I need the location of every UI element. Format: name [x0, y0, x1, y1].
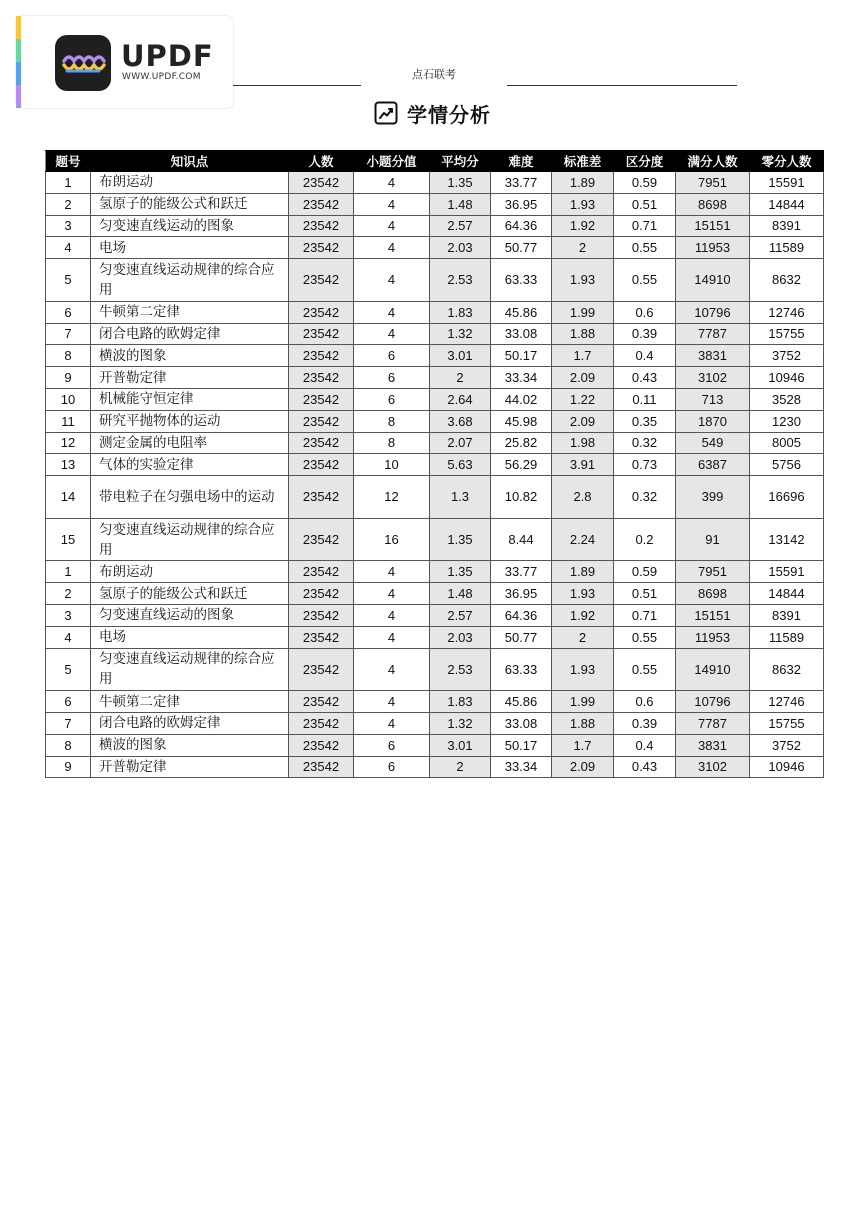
- table-cell: 0.59: [614, 561, 676, 583]
- table-cell: 15: [46, 518, 91, 561]
- table-cell: 0.2: [614, 518, 676, 561]
- col-header-average: 平均分: [430, 151, 491, 172]
- table-cell: 7951: [676, 561, 750, 583]
- cell-knowledge-point: 电场: [91, 237, 289, 259]
- table-cell: 1.92: [552, 604, 614, 626]
- table-cell: 10.82: [491, 476, 552, 519]
- chart-icon: [374, 101, 398, 125]
- table-cell: 11953: [676, 237, 750, 259]
- table-cell: 9: [46, 756, 91, 778]
- col-header-score-value: 小题分值: [354, 151, 430, 172]
- table-cell: 1.89: [552, 172, 614, 194]
- table-cell: 0.71: [614, 604, 676, 626]
- table-cell: 6: [354, 734, 430, 756]
- table-cell: 1870: [676, 410, 750, 432]
- table-cell: 8: [46, 345, 91, 367]
- stripe-green: [16, 39, 21, 62]
- cell-knowledge-point: 匀变速直线运动的图象: [91, 215, 289, 237]
- table-cell: 33.08: [491, 712, 552, 734]
- table-cell: 6: [354, 345, 430, 367]
- table-row: [46, 712, 824, 734]
- table-cell: 0.43: [614, 367, 676, 389]
- table-cell: 2.57: [430, 604, 491, 626]
- table-cell: 6: [354, 756, 430, 778]
- table-cell: 15591: [750, 172, 824, 194]
- col-header-discrimination: 区分度: [614, 151, 676, 172]
- table-cell: 8005: [750, 432, 824, 454]
- table-row: [46, 323, 824, 345]
- table-cell: 12746: [750, 301, 824, 323]
- stripe-blue: [16, 62, 21, 85]
- table-cell: 1.88: [552, 712, 614, 734]
- table-cell: 3102: [676, 367, 750, 389]
- col-header-knowledge-point: 知识点: [91, 151, 289, 172]
- table-cell: 23542: [289, 367, 354, 389]
- table-cell: 2.07: [430, 432, 491, 454]
- table-cell: 5.63: [430, 454, 491, 476]
- table-cell: 6387: [676, 454, 750, 476]
- table-cell: 1.35: [430, 172, 491, 194]
- table-cell: 2.53: [430, 648, 491, 691]
- table-row: [46, 237, 824, 259]
- table-cell: 1230: [750, 410, 824, 432]
- table-cell: 4: [354, 583, 430, 605]
- table-cell: 5: [46, 648, 91, 691]
- table-row: [46, 193, 824, 215]
- table-cell: 0.4: [614, 345, 676, 367]
- table-cell: 50.17: [491, 345, 552, 367]
- table-cell: 23542: [289, 172, 354, 194]
- table-cell: 63.33: [491, 648, 552, 691]
- table-cell: 8698: [676, 583, 750, 605]
- col-header-zero-score-count: 零分人数: [750, 151, 824, 172]
- table-cell: 2: [552, 237, 614, 259]
- table-cell: 6: [354, 388, 430, 410]
- table-cell: 10: [46, 388, 91, 410]
- table-cell: 0.55: [614, 648, 676, 691]
- cell-knowledge-point: 匀变速直线运动规律的综合应用: [91, 648, 289, 691]
- table-cell: 8632: [750, 259, 824, 302]
- table-cell: 10946: [750, 756, 824, 778]
- table-cell: 10796: [676, 301, 750, 323]
- cell-knowledge-point: 带电粒子在匀强电场中的运动: [91, 476, 289, 519]
- col-header-difficulty: 难度: [491, 151, 552, 172]
- table-cell: 23542: [289, 691, 354, 713]
- table-cell: 23542: [289, 518, 354, 561]
- table-cell: 15151: [676, 215, 750, 237]
- table-cell: 8: [354, 432, 430, 454]
- table-cell: 4: [354, 626, 430, 648]
- table-row: [46, 454, 824, 476]
- table-cell: 0.73: [614, 454, 676, 476]
- table-cell: 10: [354, 454, 430, 476]
- table-cell: 14: [46, 476, 91, 519]
- table-cell: 1.83: [430, 301, 491, 323]
- table-row: [46, 301, 824, 323]
- table-cell: 14910: [676, 259, 750, 302]
- table-cell: 1.93: [552, 583, 614, 605]
- table-cell: 0.32: [614, 432, 676, 454]
- table-cell: 4: [354, 215, 430, 237]
- table-cell: 4: [46, 237, 91, 259]
- table-cell: 8391: [750, 215, 824, 237]
- table-cell: 23542: [289, 345, 354, 367]
- table-cell: 64.36: [491, 604, 552, 626]
- table-cell: 2: [430, 756, 491, 778]
- table-cell: 4: [354, 259, 430, 302]
- table-cell: 2.03: [430, 626, 491, 648]
- brand-stripes: [16, 16, 21, 108]
- table-cell: 7951: [676, 172, 750, 194]
- cell-knowledge-point: 布朗运动: [91, 561, 289, 583]
- table-cell: 6: [46, 301, 91, 323]
- table-cell: 23542: [289, 626, 354, 648]
- header-org: 点石联考: [412, 68, 456, 81]
- col-header-count: 人数: [289, 151, 354, 172]
- table-row: [46, 172, 824, 194]
- table-cell: 3.68: [430, 410, 491, 432]
- table-row: [46, 604, 824, 626]
- table-cell: 2.09: [552, 756, 614, 778]
- table-cell: 8: [354, 410, 430, 432]
- table-cell: 4: [354, 301, 430, 323]
- table-cell: 1.99: [552, 691, 614, 713]
- table-cell: 2: [46, 583, 91, 605]
- table-cell: 1.92: [552, 215, 614, 237]
- table-cell: 25.82: [491, 432, 552, 454]
- cell-knowledge-point: 牛顿第二定律: [91, 691, 289, 713]
- table-row: [46, 756, 824, 778]
- updf-logo-icon: [55, 35, 111, 91]
- table-cell: 1.99: [552, 301, 614, 323]
- table-cell: 15151: [676, 604, 750, 626]
- table-cell: 3.91: [552, 454, 614, 476]
- table-cell: 3: [46, 604, 91, 626]
- table-cell: 3.01: [430, 345, 491, 367]
- cell-knowledge-point: 横波的图象: [91, 345, 289, 367]
- table-cell: 23542: [289, 301, 354, 323]
- table-row: [46, 561, 824, 583]
- table-cell: 3102: [676, 756, 750, 778]
- table-cell: 1.93: [552, 648, 614, 691]
- table-cell: 23542: [289, 454, 354, 476]
- table-cell: 14844: [750, 583, 824, 605]
- cell-knowledge-point: 氢原子的能级公式和跃迁: [91, 193, 289, 215]
- table-cell: 4: [354, 193, 430, 215]
- table-cell: 7787: [676, 323, 750, 345]
- table-cell: 4: [46, 626, 91, 648]
- table-cell: 8.44: [491, 518, 552, 561]
- table-cell: 12746: [750, 691, 824, 713]
- table-cell: 8698: [676, 193, 750, 215]
- table-cell: 23542: [289, 215, 354, 237]
- cell-knowledge-point: 氢原子的能级公式和跃迁: [91, 583, 289, 605]
- table-cell: 3528: [750, 388, 824, 410]
- table-cell: 23542: [289, 410, 354, 432]
- table-cell: 0.39: [614, 323, 676, 345]
- cell-knowledge-point: 电场: [91, 626, 289, 648]
- table-cell: 23542: [289, 323, 354, 345]
- table-cell: 2.09: [552, 367, 614, 389]
- table-cell: 23542: [289, 193, 354, 215]
- col-header-full-score-count: 满分人数: [676, 151, 750, 172]
- table-cell: 0.51: [614, 583, 676, 605]
- table-cell: 1: [46, 561, 91, 583]
- table-cell: 33.08: [491, 323, 552, 345]
- table-cell: 8391: [750, 604, 824, 626]
- table-cell: 23542: [289, 712, 354, 734]
- table-row: [46, 734, 824, 756]
- table-cell: 16696: [750, 476, 824, 519]
- table-cell: 33.34: [491, 756, 552, 778]
- table-cell: 2.09: [552, 410, 614, 432]
- col-header-std-dev: 标准差: [552, 151, 614, 172]
- table-cell: 1.32: [430, 323, 491, 345]
- table-cell: 0.59: [614, 172, 676, 194]
- table-cell: 7: [46, 323, 91, 345]
- cell-knowledge-point: 匀变速直线运动的图象: [91, 604, 289, 626]
- table-row: [46, 691, 824, 713]
- table-cell: 1.35: [430, 518, 491, 561]
- table-row: [46, 410, 824, 432]
- table-cell: 4: [354, 323, 430, 345]
- table-cell: 1.35: [430, 561, 491, 583]
- table-cell: 1.32: [430, 712, 491, 734]
- table-cell: 11953: [676, 626, 750, 648]
- table-cell: 33.34: [491, 367, 552, 389]
- table-row: [46, 388, 824, 410]
- table-cell: 36.95: [491, 193, 552, 215]
- table-row: [46, 367, 824, 389]
- table-cell: 549: [676, 432, 750, 454]
- table-cell: 0.55: [614, 237, 676, 259]
- table-row: [46, 345, 824, 367]
- table-row: [46, 518, 824, 561]
- table-cell: 0.51: [614, 193, 676, 215]
- table-cell: 45.98: [491, 410, 552, 432]
- table-cell: 23542: [289, 756, 354, 778]
- table-cell: 0.43: [614, 756, 676, 778]
- cell-knowledge-point: 气体的实验定律: [91, 454, 289, 476]
- table-cell: 23542: [289, 734, 354, 756]
- table-cell: 4: [354, 712, 430, 734]
- table-cell: 2.64: [430, 388, 491, 410]
- table-cell: 36.95: [491, 583, 552, 605]
- table-cell: 11589: [750, 237, 824, 259]
- table-header-row: [46, 151, 824, 172]
- table-cell: 4: [354, 648, 430, 691]
- table-cell: 23542: [289, 388, 354, 410]
- table-cell: 0.39: [614, 712, 676, 734]
- table-cell: 2.57: [430, 215, 491, 237]
- cell-knowledge-point: 横波的图象: [91, 734, 289, 756]
- analysis-table: [45, 150, 824, 778]
- table-cell: 15755: [750, 712, 824, 734]
- table-cell: 2: [46, 193, 91, 215]
- table-cell: 3752: [750, 734, 824, 756]
- table-cell: 4: [354, 561, 430, 583]
- table-cell: 23542: [289, 432, 354, 454]
- table-cell: 1.98: [552, 432, 614, 454]
- table-row: [46, 259, 824, 302]
- table-row: [46, 215, 824, 237]
- stripe-yellow: [16, 16, 21, 39]
- table-cell: 1.89: [552, 561, 614, 583]
- table-cell: 23542: [289, 604, 354, 626]
- table-cell: 91: [676, 518, 750, 561]
- table-cell: 33.77: [491, 172, 552, 194]
- page-title: [374, 98, 491, 128]
- table-cell: 399: [676, 476, 750, 519]
- table-cell: 713: [676, 388, 750, 410]
- table-cell: 33.77: [491, 561, 552, 583]
- cell-knowledge-point: 布朗运动: [91, 172, 289, 194]
- header-rule-left: [233, 85, 361, 86]
- table-cell: 0.4: [614, 734, 676, 756]
- table-cell: 2: [552, 626, 614, 648]
- table-cell: 63.33: [491, 259, 552, 302]
- cell-knowledge-point: 开普勒定律: [91, 367, 289, 389]
- table-cell: 4: [354, 604, 430, 626]
- table-cell: 4: [354, 237, 430, 259]
- table-cell: 3752: [750, 345, 824, 367]
- table-cell: 1.48: [430, 193, 491, 215]
- table-cell: 16: [354, 518, 430, 561]
- table-cell: 8632: [750, 648, 824, 691]
- table-cell: 13142: [750, 518, 824, 561]
- table-row: [46, 476, 824, 519]
- table-cell: 4: [354, 172, 430, 194]
- table-cell: 45.86: [491, 691, 552, 713]
- table-cell: 2: [430, 367, 491, 389]
- table-cell: 1.83: [430, 691, 491, 713]
- table-cell: 11: [46, 410, 91, 432]
- table-cell: 3831: [676, 734, 750, 756]
- cell-knowledge-point: 匀变速直线运动规律的综合应用: [91, 518, 289, 561]
- table-cell: 1.7: [552, 734, 614, 756]
- table-cell: 23542: [289, 583, 354, 605]
- table-cell: 1.93: [552, 259, 614, 302]
- table-cell: 14844: [750, 193, 824, 215]
- table-cell: 10946: [750, 367, 824, 389]
- table-cell: 0.55: [614, 626, 676, 648]
- col-header-number: 题号: [46, 151, 91, 172]
- table-cell: 2.24: [552, 518, 614, 561]
- table-cell: 56.29: [491, 454, 552, 476]
- table-cell: 64.36: [491, 215, 552, 237]
- table-cell: 3.01: [430, 734, 491, 756]
- stripe-purple: [16, 85, 21, 108]
- table-cell: 23542: [289, 648, 354, 691]
- table-cell: 6: [354, 367, 430, 389]
- table-cell: 50.77: [491, 237, 552, 259]
- cell-knowledge-point: 测定金属的电阻率: [91, 432, 289, 454]
- table-cell: 4: [354, 691, 430, 713]
- table-row: [46, 432, 824, 454]
- table-cell: 1.93: [552, 193, 614, 215]
- table-row: [46, 648, 824, 691]
- cell-knowledge-point: 闭合电路的欧姆定律: [91, 323, 289, 345]
- table-cell: 12: [354, 476, 430, 519]
- cell-knowledge-point: 闭合电路的欧姆定律: [91, 712, 289, 734]
- cell-knowledge-point: 研究平抛物体的运动: [91, 410, 289, 432]
- brand-name: UPDF: [121, 39, 214, 73]
- table-cell: 1: [46, 172, 91, 194]
- cell-knowledge-point: 机械能守恒定律: [91, 388, 289, 410]
- table-cell: 0.55: [614, 259, 676, 302]
- cell-knowledge-point: 开普勒定律: [91, 756, 289, 778]
- table-row: [46, 626, 824, 648]
- table-cell: 12: [46, 432, 91, 454]
- table-cell: 3: [46, 215, 91, 237]
- table-cell: 15591: [750, 561, 824, 583]
- table-cell: 1.3: [430, 476, 491, 519]
- table-cell: 23542: [289, 476, 354, 519]
- table-cell: 0.11: [614, 388, 676, 410]
- table-cell: 23542: [289, 561, 354, 583]
- cell-knowledge-point: 牛顿第二定律: [91, 301, 289, 323]
- table-cell: 10796: [676, 691, 750, 713]
- brand-url: WWW.UPDF.COM: [122, 72, 201, 82]
- table-cell: 3831: [676, 345, 750, 367]
- table-cell: 7: [46, 712, 91, 734]
- table-row: [46, 583, 824, 605]
- table-cell: 2.8: [552, 476, 614, 519]
- table-cell: 6: [46, 691, 91, 713]
- table-cell: 15755: [750, 323, 824, 345]
- table-cell: 5: [46, 259, 91, 302]
- table-cell: 1.48: [430, 583, 491, 605]
- table-cell: 8: [46, 734, 91, 756]
- table-cell: 1.7: [552, 345, 614, 367]
- cell-knowledge-point: 匀变速直线运动规律的综合应用: [91, 259, 289, 302]
- table-cell: 5756: [750, 454, 824, 476]
- table-cell: 11589: [750, 626, 824, 648]
- table-cell: 2.03: [430, 237, 491, 259]
- table-cell: 0.35: [614, 410, 676, 432]
- table-cell: 50.17: [491, 734, 552, 756]
- header-rule-right: [507, 85, 737, 86]
- table-cell: 44.02: [491, 388, 552, 410]
- table-cell: 14910: [676, 648, 750, 691]
- table-cell: 0.6: [614, 691, 676, 713]
- table-cell: 0.71: [614, 215, 676, 237]
- table-cell: 7787: [676, 712, 750, 734]
- table-cell: 2.53: [430, 259, 491, 302]
- table-cell: 9: [46, 367, 91, 389]
- table-cell: 23542: [289, 237, 354, 259]
- table-cell: 13: [46, 454, 91, 476]
- table-cell: 1.88: [552, 323, 614, 345]
- table-cell: 1.22: [552, 388, 614, 410]
- table-cell: 23542: [289, 259, 354, 302]
- table-body: [46, 172, 824, 778]
- table-cell: 45.86: [491, 301, 552, 323]
- table-cell: 0.6: [614, 301, 676, 323]
- updf-watermark-badge: [16, 16, 233, 108]
- table-cell: 50.77: [491, 626, 552, 648]
- page-title-text: 学情分析: [407, 102, 491, 127]
- table-cell: 0.32: [614, 476, 676, 519]
